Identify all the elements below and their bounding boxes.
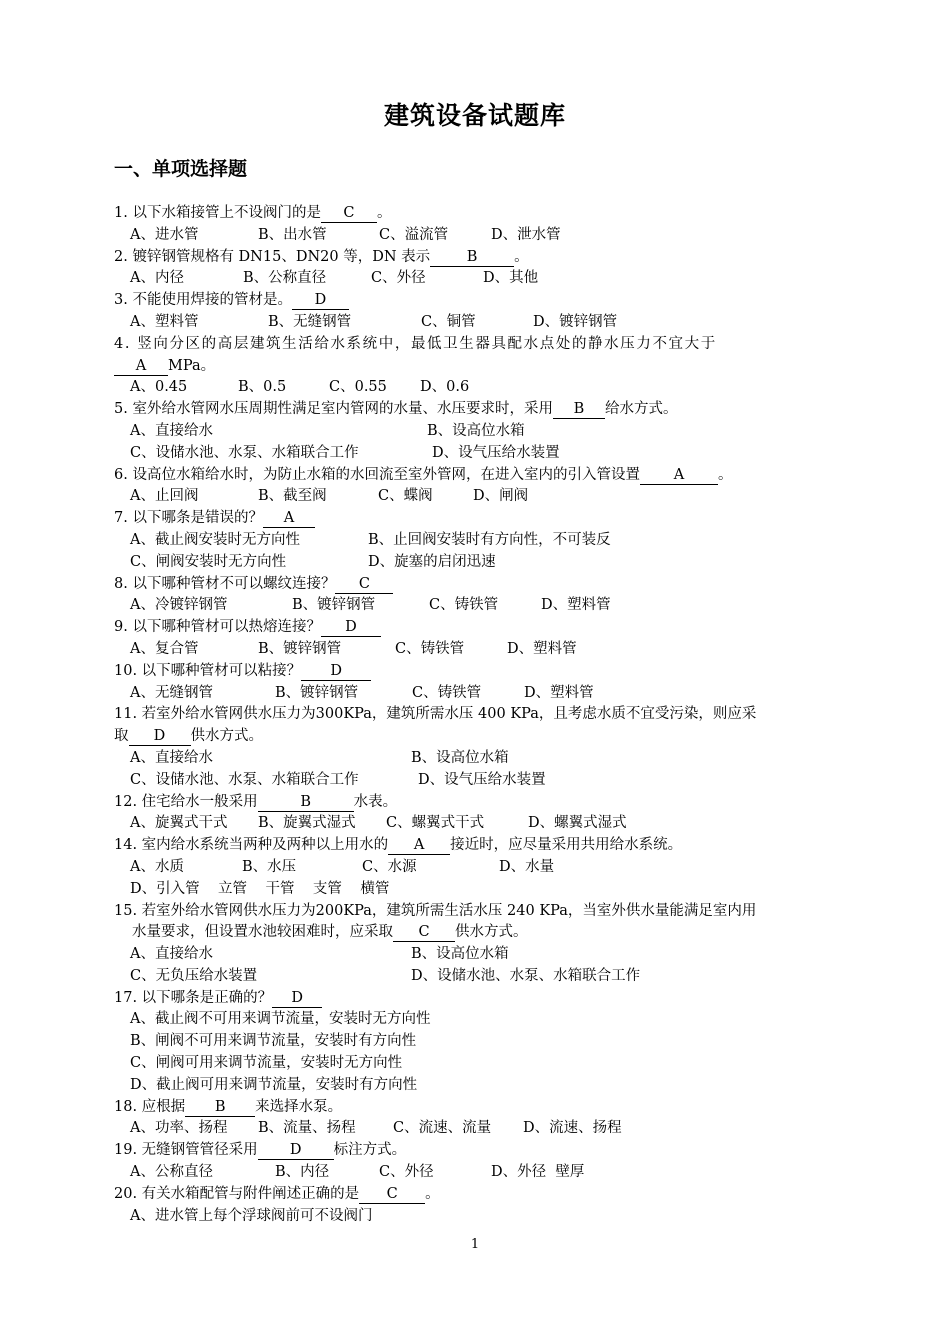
option-c: C、外径 [379, 1164, 434, 1181]
option-a: A、冷镀锌钢管 [130, 597, 228, 614]
question-suffix: MPa。 [168, 357, 216, 374]
question-2 [114, 247, 840, 269]
options-12 [114, 813, 840, 835]
question-text: 15. 若室外给水管网供水压力为200KPa，建筑所需生活水压 240 KPa，当室外供水量能满足室内用 [114, 902, 757, 919]
question-text: 6. 设高位水箱给水时，为防止水箱的水回流至室外管网，在进入室内的引入管设置 [114, 466, 640, 483]
option-b: B、镀锌钢管 [275, 684, 359, 701]
option-a: A、无缝钢管 [130, 684, 213, 701]
question-text: 14. 室内给水系统当两种及两种以上用水的 [114, 837, 389, 854]
options-3 [114, 312, 840, 334]
answer-blank: A [388, 836, 450, 855]
answer-blank: A [640, 466, 718, 485]
answer-blank: A [263, 509, 315, 528]
question-text: 17. 以下哪条是正确的？ [114, 989, 273, 1006]
option-b: B、镀锌钢管 [292, 597, 376, 614]
question-7 [114, 508, 840, 530]
question-text: 3. 不能使用焊接的管材是。 [114, 292, 292, 309]
options-5a [114, 421, 840, 443]
question-suffix: 。 [425, 1185, 440, 1202]
question-3 [114, 290, 840, 312]
question-text: 10. 以下哪种管材可以粘接？ [114, 662, 302, 679]
question-20 [114, 1184, 840, 1206]
section-heading: 一、单项选择题 [114, 158, 248, 180]
option-b: B、水压 [242, 858, 297, 875]
option-d: D、塑料管 [541, 597, 611, 614]
answer-blank: D [301, 662, 371, 681]
option-a: A、截止阀不可用来调节流量，安装时无方向性 [130, 1011, 431, 1028]
option-b: B、无缝钢管 [268, 313, 352, 330]
answer-blank: C [335, 575, 393, 594]
option-c: C、设储水池、水泵、水箱联合工作 [130, 444, 359, 461]
question-text: 2. 镀锌钢管规格有 DN15、DN20 等，DN 表示 [114, 248, 431, 265]
question-text: 12. 住宅给水一般采用 [114, 793, 258, 810]
option-b: B、设高位水箱 [427, 422, 525, 439]
options-6 [114, 486, 840, 508]
option-b: B、流量、扬程 [258, 1120, 356, 1137]
question-suffix: 。 [514, 248, 529, 265]
options-4 [114, 377, 840, 399]
question-5 [114, 399, 840, 421]
option-a: A、塑料管 [130, 313, 199, 330]
option-a: A、复合管 [130, 640, 199, 657]
option-row-d [114, 1075, 840, 1097]
question-text: 1. 以下水箱接管上不设阀门的是 [114, 205, 321, 221]
option-a: A、水质 [130, 858, 184, 875]
option-c: C、0.55 [329, 379, 387, 396]
question-text: 11. 若室外给水管网供水压力为300KPa，建筑所需水压 400 KPa，且考虑水质不宜受污染，则应采 [114, 706, 757, 723]
option-a: A、内径 [130, 270, 184, 287]
option-b: B、设高位水箱 [411, 749, 509, 766]
options-2 [114, 268, 840, 290]
option-c: C、流速、流量 [393, 1120, 492, 1137]
options-18 [114, 1118, 840, 1140]
option-a: A、止回阀 [130, 488, 199, 505]
option-d: D、闸阀 [473, 488, 529, 505]
option-c: C、铸铁管 [412, 684, 482, 701]
options-7b [114, 552, 840, 574]
option-c: C、螺翼式干式 [386, 815, 485, 832]
question-text: 18. 应根据 [114, 1098, 186, 1115]
options-20 [114, 1206, 840, 1228]
question-1 [114, 203, 840, 225]
answer-blank: A [114, 357, 168, 376]
option-d: D、外径 壁厚 [491, 1164, 585, 1181]
option-d: D、截止阀可用来调节流量，安装时有方向性 [130, 1076, 418, 1093]
option-c: C、无负压给水装置 [130, 967, 258, 984]
option-d: D、其他 [483, 270, 539, 287]
question-text: 20. 有关水箱配管与附件阐述正确的是 [114, 1185, 360, 1202]
option-row-a [114, 1009, 840, 1031]
option-c: C、溢流管 [379, 226, 449, 243]
question-suffix: 供水方式。 [190, 728, 263, 745]
question-list [114, 203, 840, 1227]
answer-blank: B [430, 248, 514, 267]
document-title: 建筑设备试题库 [383, 101, 566, 130]
option-a: A、功率、扬程 [130, 1120, 228, 1137]
option-d: D、流速、扬程 [523, 1120, 622, 1137]
options-14-extra [114, 879, 840, 901]
question-suffix: 。 [376, 205, 392, 221]
question-suffix: 水表。 [353, 793, 398, 810]
question-text: 5. 室外给水管网水压周期性满足室内管网的水量、水压要求时，采用 [114, 401, 553, 418]
question-6 [114, 465, 840, 487]
option-b: B、闸阀不可用来调节流量，安装时有方向性 [130, 1033, 417, 1050]
option-d: D、水量 [499, 858, 555, 875]
page-number: 1 [470, 1237, 480, 1252]
options-9 [114, 639, 840, 661]
option-a: A、旋翼式干式 [130, 815, 228, 832]
option-c: C、设储水池、水泵、水箱联合工作 [130, 771, 359, 788]
options-11b [114, 770, 840, 792]
option-a: A、直接给水 [130, 749, 213, 766]
answer-blank: B [553, 400, 605, 419]
option-c: C、外径 [371, 270, 426, 287]
question-text: 8. 以下哪种管材不可以螺纹连接？ [114, 575, 336, 592]
question-12 [114, 792, 840, 814]
question-14 [114, 835, 840, 857]
option-b: B、镀锌钢管 [258, 640, 342, 657]
answer-blank: C [321, 204, 377, 223]
options-10 [114, 683, 840, 705]
option-d: D、塑料管 [507, 640, 577, 657]
option-b: B、旋翼式湿式 [258, 815, 356, 832]
option-a: A、0.45 [130, 379, 188, 396]
question-text: 19. 无缝钢管管径采用 [114, 1142, 258, 1159]
option-row-c [114, 1053, 840, 1075]
option-a: A、截止阀安装时无方向性 [130, 531, 300, 548]
option-row-b [114, 1031, 840, 1053]
options-1 [114, 225, 840, 247]
options-11a [114, 748, 840, 770]
option-d: D、设储水池、水泵、水箱联合工作 [411, 967, 641, 984]
question-4 [114, 334, 840, 356]
option-c: C、闸阀可用来调节流量，安装时无方向性 [130, 1055, 403, 1072]
answer-blank: D [258, 1141, 334, 1160]
answer-blank: B [185, 1098, 255, 1117]
option-c: C、铸铁管 [429, 597, 499, 614]
option-d: D、旋塞的启闭迅速 [368, 553, 496, 570]
answer-blank: B [258, 793, 354, 812]
options-14 [114, 857, 840, 879]
option-a: A、进水管 [130, 226, 199, 243]
option-b: B、截至阀 [258, 488, 327, 505]
question-suffix: 给水方式。 [604, 401, 678, 418]
options-7a [114, 530, 840, 552]
question-19 [114, 1140, 840, 1162]
question-15 [114, 901, 840, 923]
option-b: B、出水管 [258, 226, 327, 243]
question-4-cont [114, 356, 840, 378]
answer-blank: C [359, 1185, 425, 1204]
question-suffix: 标注方式。 [333, 1142, 407, 1159]
option-d: D、0.6 [420, 379, 470, 396]
option-b: B、公称直径 [243, 270, 327, 287]
question-15-cont [114, 922, 840, 944]
question-text: 7. 以下哪条是错误的？ [114, 510, 263, 527]
question-9 [114, 617, 840, 639]
option-c: C、水源 [362, 858, 417, 875]
option-a: A、进水管上每个浮球阀前可不设阀门 [130, 1207, 373, 1224]
option-d: D、塑料管 [524, 684, 594, 701]
option-a: A、直接给水 [130, 422, 213, 439]
options-19 [114, 1162, 840, 1184]
option-extra: D、引入管 立管 干管 支管 横管 [130, 880, 390, 897]
question-suffix: 接近时，应尽量采用共用给水系统。 [450, 837, 683, 854]
answer-blank: C [393, 923, 455, 942]
question-suffix: 供水方式。 [455, 924, 528, 941]
question-11-cont [114, 726, 840, 748]
option-d: D、镀锌钢管 [533, 313, 618, 330]
option-c: C、闸阀安装时无方向性 [130, 553, 287, 570]
option-b: B、止回阀安装时有方向性，不可装反 [368, 531, 611, 548]
question-text: 4. 竖向分区的高层建筑生活给水系统中，最低卫生器具配水点处的静水压力不宜大于 [114, 335, 717, 352]
option-c: C、蝶阀 [378, 488, 433, 505]
options-15a [114, 944, 840, 966]
options-15b [114, 966, 840, 988]
answer-blank: D [272, 989, 322, 1008]
question-18 [114, 1097, 840, 1119]
option-d: D、设气压给水装置 [432, 444, 560, 461]
answer-blank: D [129, 727, 191, 746]
option-d: D、泄水管 [491, 226, 561, 243]
question-suffix: 来选择水泵。 [255, 1098, 343, 1115]
question-10 [114, 661, 840, 683]
question-17 [114, 988, 840, 1010]
answer-blank: D [321, 618, 381, 637]
option-b: B、0.5 [238, 379, 287, 396]
option-d: D、设气压给水装置 [418, 771, 546, 788]
options-8 [114, 595, 840, 617]
question-text-cont: 取 [114, 728, 129, 745]
option-c: C、铸铁管 [395, 640, 465, 657]
question-suffix: 。 [717, 466, 733, 483]
option-b: B、设高位水箱 [411, 946, 509, 963]
option-a: A、直接给水 [130, 946, 213, 963]
option-b: B、内径 [275, 1164, 330, 1181]
option-c: C、铜管 [421, 313, 476, 330]
answer-blank: D [292, 291, 349, 310]
options-5b [114, 443, 840, 465]
question-text-cont: 水量要求，但设置水池较困难时，应采取 [132, 924, 393, 941]
question-text: 9. 以下哪种管材可以热熔连接？ [114, 619, 321, 636]
question-11 [114, 704, 840, 726]
option-d: D、螺翼式湿式 [528, 815, 627, 832]
option-a: A、公称直径 [130, 1164, 213, 1181]
question-8 [114, 574, 840, 596]
